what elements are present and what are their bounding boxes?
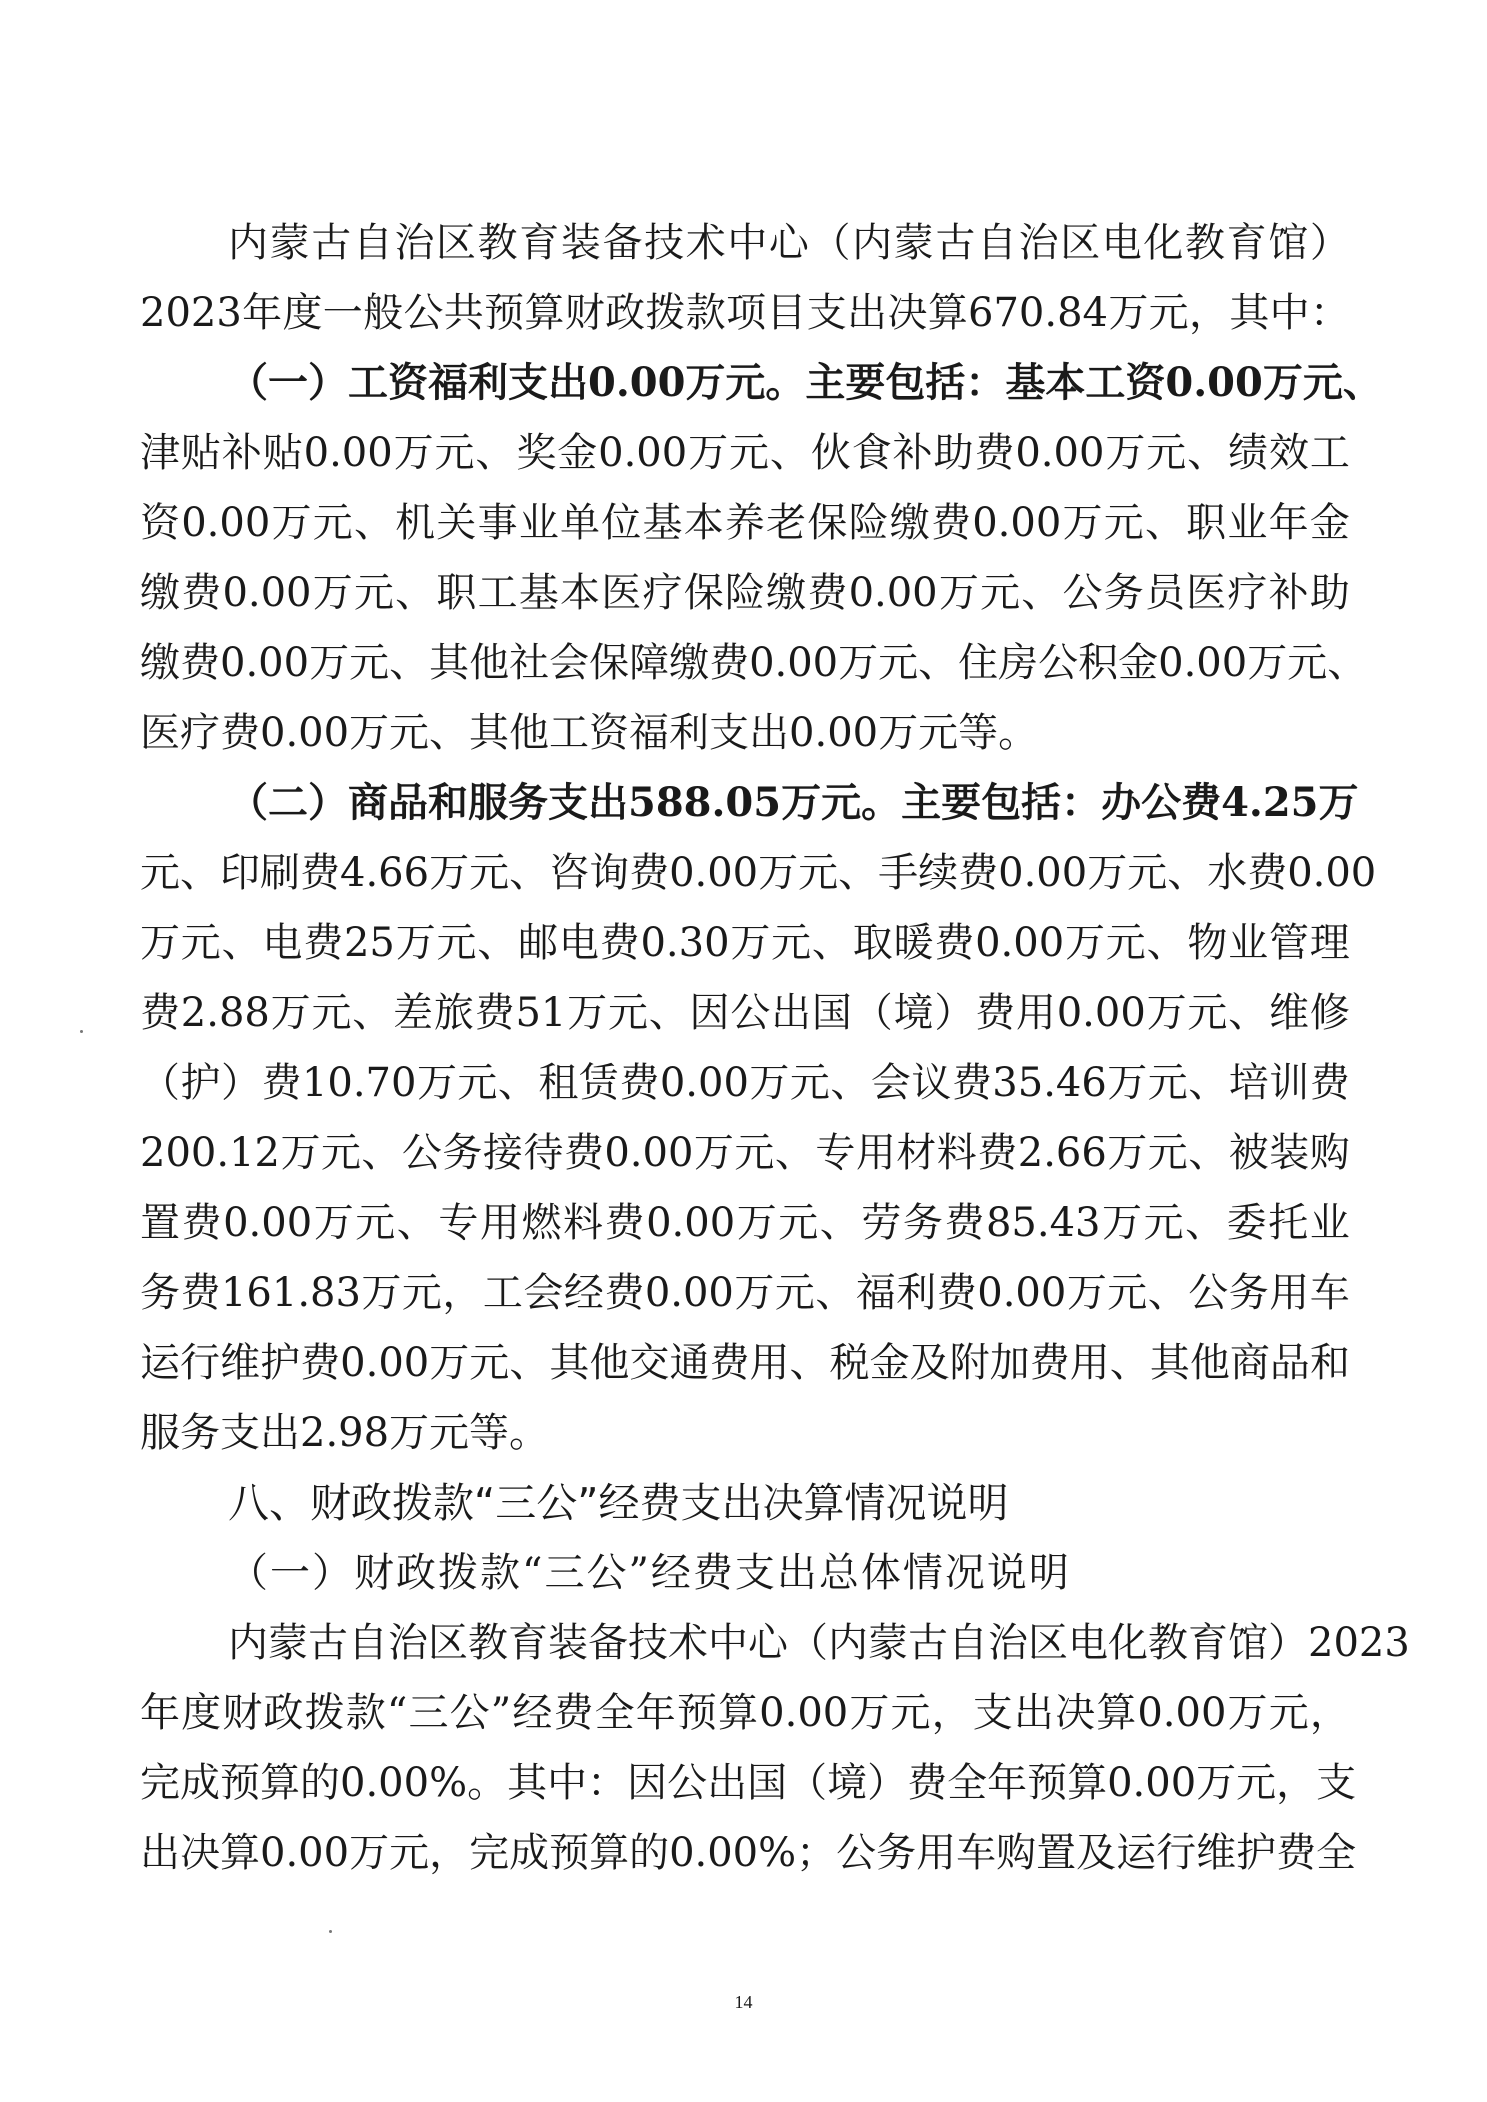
- scan-speck: [329, 1930, 332, 1933]
- paragraph-line: （ 护 ） 费 10.70 万 元 、 租 赁 费 0.00 万 元 、 会 议 费 35.46 万 元 、 培 训 费: [140, 1060, 1350, 1106]
- scan-speck: [80, 1030, 83, 1033]
- paragraph-line: 内 蒙 古 自 治 区 教 育 装 备 技 术 中 心 （ 内 蒙 古 自 治 区 电 化 教 育 馆 ）: [228, 220, 1350, 266]
- paragraph-line: 内 蒙 古 自 治 区 教 育 装 备 技 术 中 心 （ 内 蒙 古 自 治 区 电 化 教 育 馆 ） 2023: [228, 1620, 1410, 1666]
- section-lead-line: （ 一 ） 工 资 福 利 支 出 0.00 万 元 。 主 要 包 括 ： 基 本 工 资 0.00 万 元 、: [228, 359, 1383, 406]
- paragraph-line: 200.12 万 元 、 公 务 接 待 费 0.00 万 元 、 专 用 材 料 费 2.66 万 元 、 被 装 购: [140, 1130, 1350, 1176]
- paragraph-line: 完 成 预 算 的 0.00% 。 其 中 ： 因 公 出 国 （ 境 ） 费 全 年 预 算 0.00 万 元 ， 支: [140, 1760, 1357, 1806]
- paragraph-line: 资 0.00 万 元 、 机 关 事 业 单 位 基 本 养 老 保 险 缴 费 0.00 万 元 、 职 业 年 金: [140, 500, 1350, 546]
- paragraph-line: 缴 费 0.00 万 元 、 其 他 社 会 保 障 缴 费 0.00 万 元 、 住 房 公 积 金 0.00 万 元 、: [140, 640, 1368, 686]
- paragraph-line: 2023 年 度 一 般 公 共 预 算 财 政 拨 款 项 目 支 出 决 算 670.84 万 元 ， 其 中 ：: [140, 290, 1350, 336]
- paragraph-line: 务 费 161.83 万 元 ， 工 会 经 费 0.00 万 元 、 福 利 费 0.00 万 元 、 公 务 用 车: [140, 1270, 1350, 1316]
- paragraph-line: 医疗费0.00万元、其他工资福利支出0.00万元等。: [140, 710, 1039, 756]
- paragraph-line: 缴 费 0.00 万 元 、 职 工 基 本 医 疗 保 险 缴 费 0.00 万 元 、 公 务 员 医 疗 补 助: [140, 570, 1350, 616]
- section-lead-line: （ 二 ） 商 品 和 服 务 支 出 588.05 万 元 。 主 要 包 括 ： 办 公 费 4.25 万: [228, 779, 1359, 826]
- body-text: [140, 208, 1410, 1888]
- paragraph-line: 津 贴 补 贴 0.00 万 元 、 奖 金 0.00 万 元 、 伙 食 补 助 费 0.00 万 元 、 绩 效 工: [140, 430, 1350, 476]
- paragraph-line: 万 元 、 电 费 25 万 元 、 邮 电 费 0.30 万 元 、 取 暖 费 0.00 万 元 、 物 业 管 理: [140, 920, 1350, 966]
- paragraph-line: 元 、 印 刷 费 4.66 万 元 、 咨 询 费 0.00 万 元 、 手 续 费 0.00 万 元 、 水 费 0.00: [140, 850, 1377, 896]
- subsection-heading: （一）财政拨款“三公”经费支出总体情况说明: [228, 1550, 1071, 1596]
- section-heading: 八、财政拨款“三公”经费支出决算情况说明: [228, 1479, 1009, 1527]
- paragraph-line: 年 度 财 政 拨 款 “ 三 公 ” 经 费 全 年 预 算 0.00 万 元 ， 支 出 决 算 0.00 万 元 ，: [140, 1690, 1350, 1736]
- paragraph-line: 费 2.88 万 元 、 差 旅 费 51 万 元 、 因 公 出 国 （ 境 ） 费 用 0.00 万 元 、 维 修: [140, 990, 1350, 1036]
- paragraph-line: 运 行 维 护 费 0.00 万 元 、 其 他 交 通 费 用 、 税 金 及 附 加 费 用 、 其 他 商 品 和: [140, 1340, 1350, 1386]
- page-number: 14: [734, 1992, 753, 2012]
- paragraph-line: 置 费 0.00 万 元 、 专 用 燃 料 费 0.00 万 元 、 劳 务 费 85.43 万 元 、 委 托 业: [140, 1200, 1350, 1246]
- paragraph-line: 服务支出2.98万元等。: [140, 1410, 550, 1456]
- paragraph-line: 出 决 算 0.00 万 元 ， 完 成 预 算 的 0.00% ； 公 务 用 车 购 置 及 运 行 维 护 费 全: [140, 1830, 1357, 1876]
